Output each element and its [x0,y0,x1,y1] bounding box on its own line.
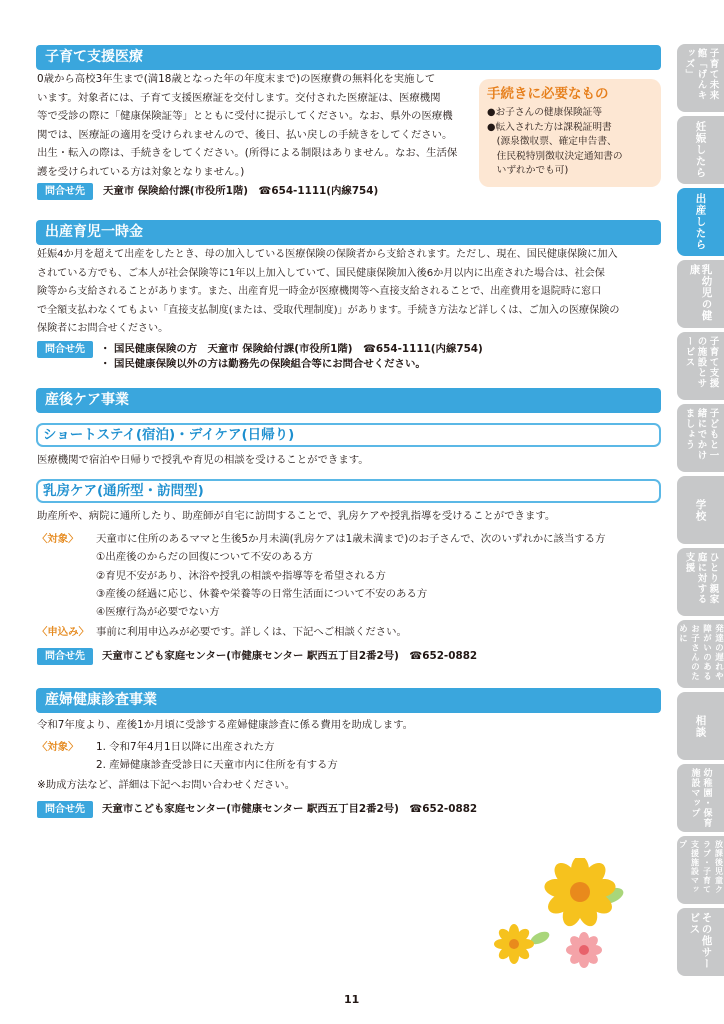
section-body-birth-allowance [37,246,662,339]
condition-item: ④医療行為が必要でない方 [96,606,220,618]
tab-pregnancy[interactable]: 妊娠したら [677,116,724,184]
text-line: 0歳から高校3年生まで(満18歳となった年の年度末まで)の医療費の無料化を実施して [37,73,436,85]
tab-daycare-map[interactable]: 幼稚園・保育施設マップ [677,764,724,832]
required-items-box [479,79,661,187]
required-item: 住民税特別徴収決定通知書の [487,150,623,162]
tab-infant-health[interactable]: 乳幼児の健康 [677,260,724,328]
required-items-title: 手続きに必要なもの [487,86,609,102]
target-label: 〈対象〉 [37,533,79,545]
tab-school[interactable]: 学校 [677,476,724,544]
tab-single-parent[interactable]: ひとり親家庭に対する支援 [677,548,724,616]
subsection-text: 医療機関で宿泊や日帰りで授乳や育児の相談を受けることができます。 [37,454,369,466]
section-title-birth-allowance: 出産育児一時金 [36,220,661,245]
tab-after-birth[interactable]: 出産したら [677,188,724,256]
target-item: 1. 令和7年4月1日以降に出産された方 [96,741,275,753]
section-title-child-medical: 子育て支援医療 [36,45,661,70]
tab-developmental-support[interactable]: 発達の遅れや障がいのあるお子さんのために [677,620,724,688]
section-title-postpartum-care: 産後ケア事業 [36,388,661,413]
condition-item: ②育児不安があり、沐浴や授乳の相談や指導等を希望される方 [96,570,386,582]
contact-badge: 問合せ先 [37,648,93,665]
subsection-title-short-stay: ショートステイ(宿泊)・デイケア(日帰り) [36,423,661,447]
contact-info: ・ 国民健康保険以外の方は勤務先の保険組合等にお問合せください。 [100,358,426,370]
text-line: されている方でも、ご本人が社会保険等に1年以上加入していて、国民健康保険加入後6か月以内に出産された場合は、社会保 [37,267,605,279]
text-line: 険等から支給されることがあります。また、出産育児一時金が医療機関等へ直接支給されることで、出産費用を退院時に窓口 [37,286,602,297]
required-item: いずれかでも可) [487,165,569,176]
contact-badge: 問合せ先 [37,183,93,200]
contact-info: 天童市 保険給付課(市役所1階) ☎654-1111(内線754) [103,185,379,197]
tab-go-out-together[interactable]: 子どもと一緒にでかけましょう [677,404,724,472]
tab-other-services[interactable]: その他サービス [677,908,724,976]
text-line: 等で受診の際に「健康保険証等」とともに受付に提示してください。なお、県外の医療機 [37,110,453,122]
section-intro: 令和7年度より、産後1か月頃に受診する産婦健康診査に係る費用を助成します。 [37,719,414,731]
text-line: います。対象者には、子育て支援医療証を交付します。交付された医療証は、医療機関 [37,91,441,104]
condition-item: ③産後の経過に応じ、休養や栄養等の日常生活面について不安のある方 [96,588,428,600]
section-body-child-medical [37,70,477,181]
required-item: (源泉徴収票、確定申告書、 [487,136,617,147]
target-label: 〈対象〉 [37,741,79,753]
condition-item: ①出産後のからだの回復について不安のある方 [96,551,313,563]
note-text: ※助成方法など、詳細は下記へお問い合わせください。 [37,779,296,791]
apply-text: 事前に利用申込みが必要です。詳しくは、下記へご相談ください。 [96,626,407,638]
text-line: 出生・転入の際は、手続きをしてください。(所得による制限はありません。なお、生活保 [37,147,458,159]
contact-info: 天童市こども家庭センター(市健康センター 駅西五丁目2番2号) ☎652-0882 [102,650,478,662]
tab-consultation[interactable]: 相談 [677,692,724,760]
text-line: で全額支払わなくてもよい「直接支払制度(または、受取代理制度)」があります。手続き方法など詳しくは、ご加入の医療保険の [37,304,620,316]
tab-support-facilities[interactable]: 子育て支援の施設とサービス [677,332,724,400]
contact-info: ・ 国民健康保険の方 天童市 保険給付課(市役所1階) ☎654-1111(内線754) [100,343,483,355]
page-number: 11 [344,993,360,1006]
text-line: 護を受けられている方は対象となりません。) [37,165,245,178]
subsection-title-breast-care: 乳房ケア(通所型・訪問型) [36,479,661,503]
contact-info: 天童市こども家庭センター(市健康センター 駅西五丁目2番2号) ☎652-0882 [102,803,478,815]
subsection-text: 助産所や、病院に通所したり、助産師が自宅に訪問することで、乳房ケアや授乳指導を受けることができます。 [37,510,556,522]
apply-label: 〈申込み〉 [37,626,89,638]
required-item: ●お子さんの健康保険証等 [487,107,603,118]
text-line: 妊娠4か月を超えて出産をしたとき、母の加入している医療保険の保険者から支給されます。ただし、現在、国民健康保険に加入 [37,249,618,260]
contact-badge: 問合せ先 [37,801,93,818]
text-line: 保険者にお問合せください。 [37,323,169,334]
target-text: 天童市に住所のあるママと生後5か月未満(乳房ケアは1歳未満まで)のお子さんで、次のいずれかに該当する方 [96,533,606,545]
tab-afterschool-map[interactable]: 放課後児童クラブ・子育て支援施設マップ [677,836,724,904]
target-item: 2. 産婦健康診査受診日に天童市内に住所を有する方 [96,759,338,771]
text-line: 関では、医療証の適用を受けられませんので、後日、払い戻しの手続きをしてください。 [37,128,453,141]
contact-badge: 問合せ先 [37,341,93,358]
required-item: ●転入された方は課税証明書 [487,121,612,133]
section-title-maternal-checkup: 産婦健康診査事業 [36,688,661,713]
tab-genkids[interactable]: 子育て未来館「げんキッズ」 [677,44,724,112]
flower-decoration [488,858,658,978]
